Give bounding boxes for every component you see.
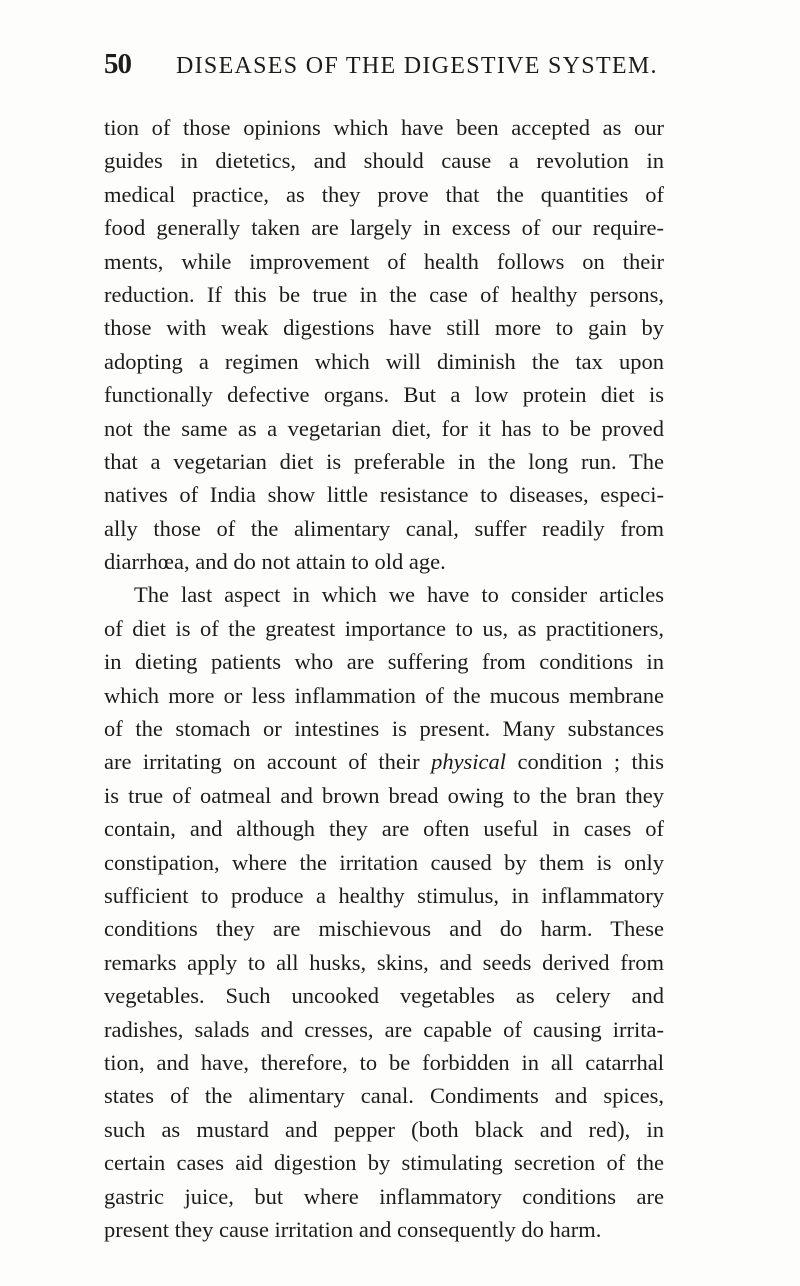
- italic-word: physical: [431, 749, 507, 775]
- text-line: constipation, where the irritation caused by them is only: [104, 849, 664, 875]
- line-tail: condition ; this: [517, 749, 665, 775]
- text-line: reduction. If this be true in the case of healthy persons,: [104, 281, 664, 307]
- text-line: radishes, salads and cresses, are capable of causing irrita-: [104, 1016, 664, 1042]
- running-head: DISEASES OF THE DIGESTIVE SYSTEM.: [176, 53, 658, 79]
- text-line: of diet is of the greatest importance to us, as practitioners,: [104, 615, 664, 641]
- text-line: is true of oatmeal and brown bread owing to the bran they: [104, 782, 664, 808]
- text-line: tion, and have, therefore, to be forbidden in all catarrhal: [104, 1049, 664, 1075]
- text-line: such as mustard and pepper (both black and red), in: [104, 1116, 664, 1142]
- text-line: functionally defective organs. But a low protein diet is: [104, 382, 664, 408]
- text-line-with-italic: [104, 745, 664, 778]
- text-line: that a vegetarian diet is preferable in the long run. The: [104, 448, 664, 474]
- text-line: of the stomach or intestines is present. Many substances: [104, 716, 664, 742]
- text-line: guides in dietetics, and should cause a revolution in: [104, 148, 664, 174]
- text-line: gastric juice, but where inflammatory conditions are: [104, 1183, 664, 1209]
- paragraph-end-line: diarrhœa, and do not attain to old age.: [104, 549, 446, 575]
- text-line: not the same as a vegetarian diet, for it has to be proved: [104, 415, 664, 441]
- text-line: states of the alimentary canal. Condiments and spices,: [104, 1083, 664, 1109]
- text-line: adopting a regimen which will diminish the tax upon: [104, 348, 664, 374]
- text-line: ally those of the alimentary canal, suffer readily from: [104, 515, 664, 541]
- page-number: 50: [104, 48, 131, 80]
- text-line: food generally taken are largely in excess of our require-: [104, 215, 664, 241]
- text-line: natives of India show little resistance to diseases, especi-: [104, 482, 664, 508]
- body-text: [104, 111, 664, 1246]
- text-line: conditions they are mischievous and do harm. These: [104, 916, 664, 942]
- text-line: ments, while improvement of health follows on their: [104, 248, 664, 274]
- text-line: which more or less inflammation of the mucous membrane: [104, 682, 664, 708]
- page-header: [104, 48, 664, 88]
- paragraph-start-line: The last aspect in which we have to consider articles: [134, 582, 664, 608]
- text-line: certain cases aid digestion by stimulating secretion of the: [104, 1150, 664, 1176]
- text-line: those with weak digestions have still more to gain by: [104, 315, 664, 341]
- text-line: contain, and although they are often useful in cases of: [104, 816, 664, 842]
- text-line: medical practice, as they prove that the quantities of: [104, 181, 664, 207]
- text-line: vegetables. Such uncooked vegetables as celery and: [104, 983, 664, 1009]
- text-line: sufficient to produce a healthy stimulus, in inflammatory: [104, 882, 664, 908]
- line-head: are irritating on account of their: [104, 749, 420, 775]
- paragraph-end-line: present they cause irritation and consequently do harm.: [104, 1216, 602, 1242]
- text-line: in dieting patients who are suffering from conditions in: [104, 649, 664, 675]
- text-line: remarks apply to all husks, skins, and seeds derived from: [104, 949, 664, 975]
- text-line: tion of those opinions which have been accepted as our: [104, 115, 664, 140]
